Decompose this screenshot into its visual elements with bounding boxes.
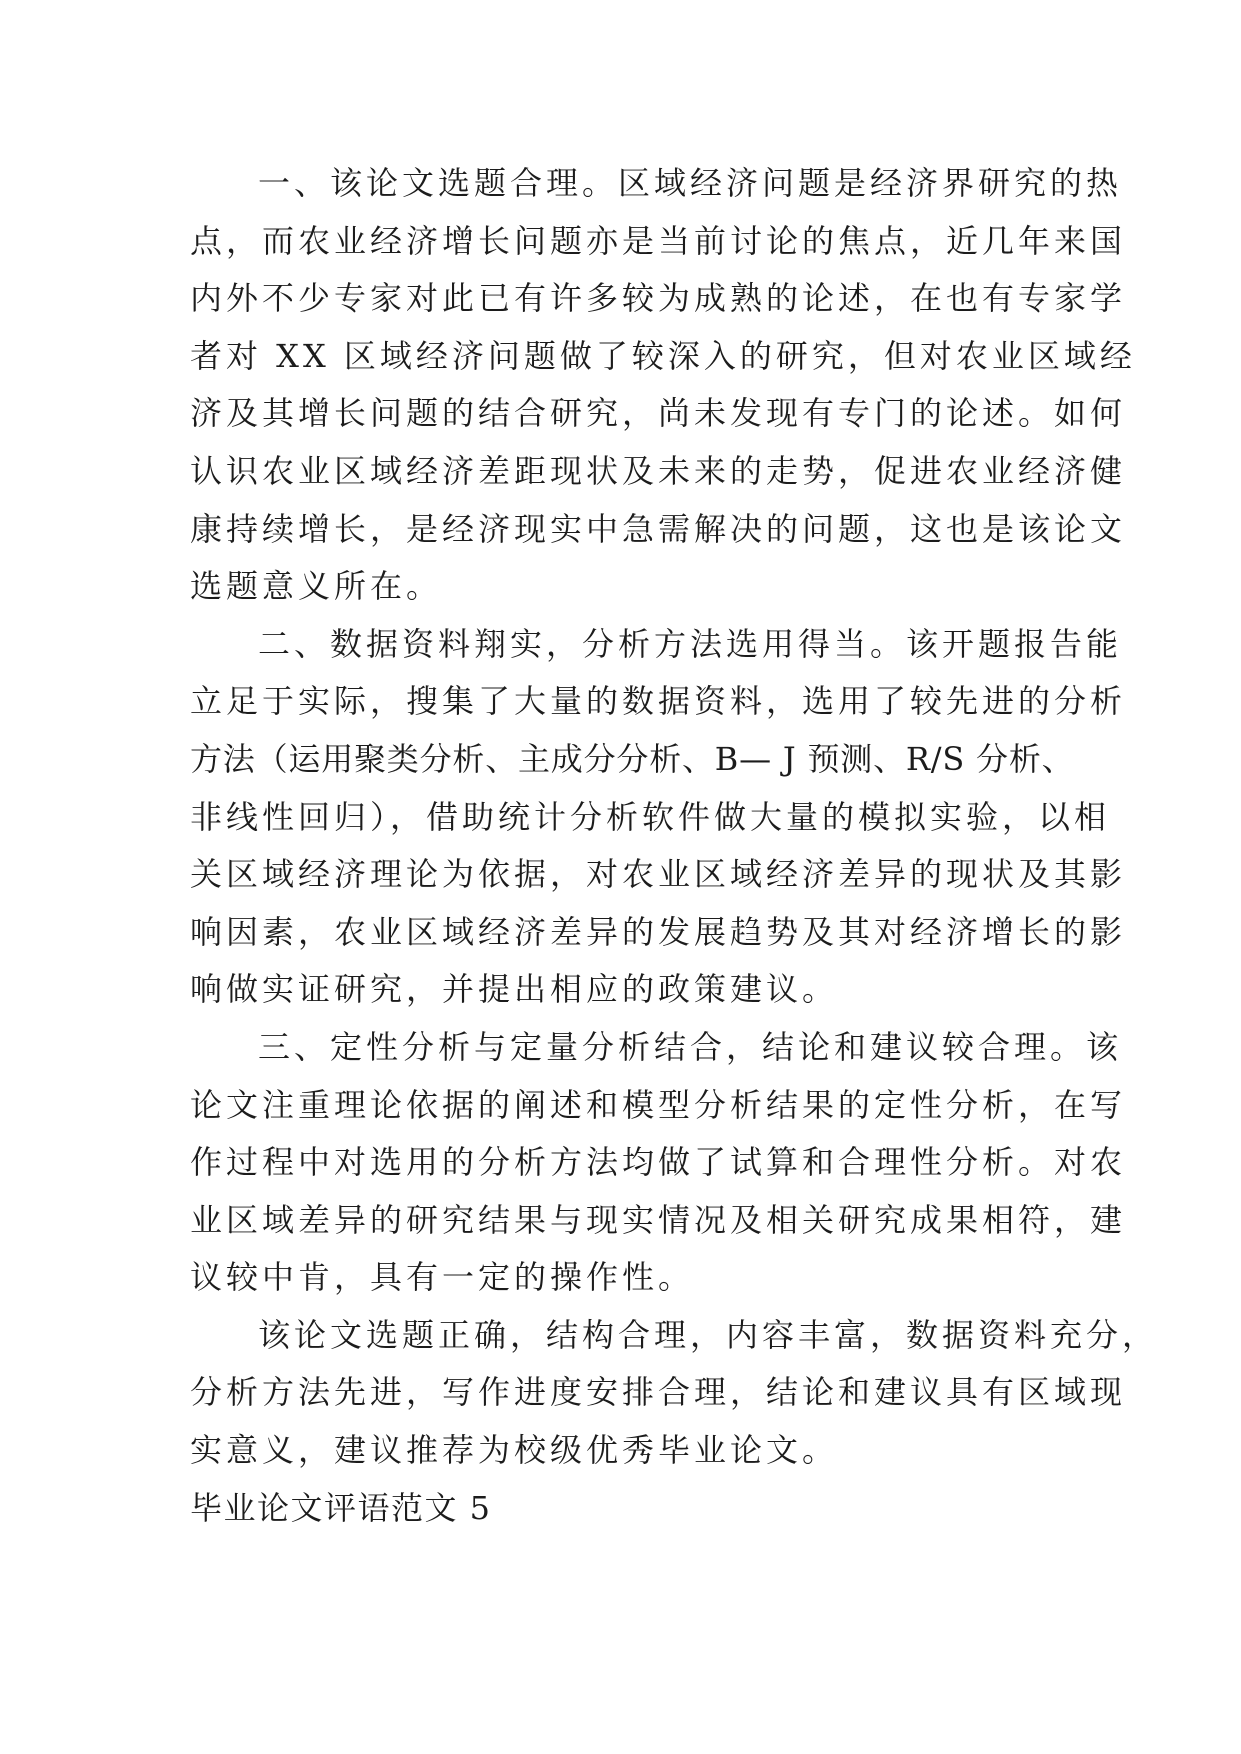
paragraph-2 bbox=[190, 616, 1127, 1019]
paragraph-line: 三、定性分析与定量分析结合，结论和建议较合理。该 bbox=[258, 1027, 1123, 1066]
paragraph-line: 响做实证研究，并提出相应的政策建议。 bbox=[190, 970, 839, 1009]
paragraph-line: 立足于实际，搜集了大量的数据资料，选用了较先进的分析 bbox=[190, 682, 1127, 721]
paragraph-line: 分析方法先进，写作进度安排合理，结论和建议具有区域现 bbox=[190, 1373, 1127, 1412]
paragraph-line: 点，而农业经济增长问题亦是当前讨论的焦点，近几年来国 bbox=[190, 221, 1127, 260]
document-body bbox=[190, 155, 1159, 1537]
paragraph-line: 一、该论文选题合理。区域经济问题是经济界研究的热 bbox=[258, 164, 1123, 202]
paragraph-line: 方法（运用聚类分析、主成分分析、B— J 预测、R/S 分析、 bbox=[190, 739, 1075, 778]
paragraph-line: 非线性回归），借助统计分析软件做大量的模拟实验，以相 bbox=[190, 797, 1111, 836]
paragraph-line: 康持续增长，是经济现实中急需解决的问题，这也是该论文 bbox=[190, 509, 1127, 548]
paragraph-line: 论文注重理论依据的阐述和模型分析结果的定性分析，在写 bbox=[190, 1085, 1127, 1124]
section-heading: 毕业论文评语范文 5 bbox=[190, 1488, 492, 1527]
paragraph-line: 作过程中对选用的分析方法均做了试算和合理性分析。对农 bbox=[190, 1143, 1127, 1182]
paragraph-line: 认识农业区域经济差距现状及未来的走势，促进农业经济健 bbox=[190, 451, 1127, 490]
paragraph-line: 关区域经济理论为依据，对农业区域经济差异的现状及其影 bbox=[190, 855, 1127, 894]
paragraph-4 bbox=[190, 1307, 1159, 1480]
paragraph-line: 二、数据资料翔实，分析方法选用得当。该开题报告能 bbox=[258, 624, 1123, 663]
paragraph-line: 该论文选题正确，结构合理，内容丰富，数据资料充分， bbox=[258, 1315, 1159, 1354]
paragraph-line: 选题意义所在。 bbox=[190, 567, 443, 606]
paragraph-line: 者对 XX 区域经济问题做了较深入的研究，但对农业区域经 bbox=[190, 336, 1136, 375]
paragraph-3 bbox=[190, 1019, 1127, 1307]
paragraph-line: 议较中肯，具有一定的操作性。 bbox=[190, 1258, 695, 1297]
paragraph-line: 实意义，建议推荐为校级优秀毕业论文。 bbox=[190, 1431, 839, 1470]
paragraph-line: 内外不少专家对此已有许多较为成熟的论述，在也有专家学 bbox=[190, 279, 1127, 318]
paragraph-line: 济及其增长问题的结合研究，尚未发现有专门的论述。如何 bbox=[190, 394, 1127, 433]
paragraph-line: 业区域差异的研究结果与现实情况及相关研究成果相符，建 bbox=[190, 1200, 1127, 1239]
paragraph-line: 响因素，农业区域经济差异的发展趋势及其对经济增长的影 bbox=[190, 912, 1127, 951]
paragraph-1 bbox=[190, 155, 1136, 616]
